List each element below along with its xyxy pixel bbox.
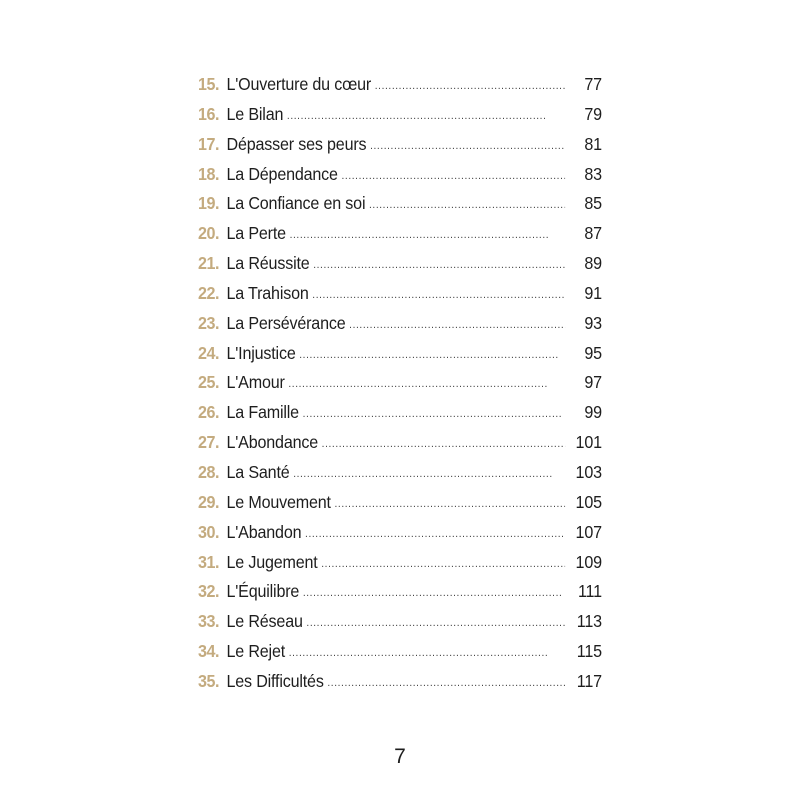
toc-entry-number: 17. xyxy=(198,133,220,154)
toc-entry xyxy=(198,134,602,164)
toc-entry-number: 22. xyxy=(198,282,220,303)
toc-entry-number: 35. xyxy=(198,670,220,691)
dot-leader xyxy=(321,558,565,570)
table-of-contents xyxy=(198,74,602,701)
toc-entry-number: 26. xyxy=(198,402,220,423)
dot-leader xyxy=(289,647,565,659)
toc-entry-title: L'Abondance xyxy=(226,432,319,453)
toc-entry-number: 21. xyxy=(198,253,220,274)
toc-entry-page: 105 xyxy=(575,491,602,512)
dot-leader xyxy=(342,170,566,182)
toc-entry-title: L'Équilibre xyxy=(226,581,300,602)
toc-entry-number: 30. xyxy=(198,521,220,542)
toc-entry-number: 33. xyxy=(198,611,220,632)
dot-leader xyxy=(303,587,565,599)
toc-entry-page: 111 xyxy=(577,581,602,602)
toc-entry-page: 113 xyxy=(576,611,602,632)
toc-entry xyxy=(198,462,602,492)
toc-entry xyxy=(198,343,602,373)
toc-entry-title: L'Amour xyxy=(226,372,285,393)
toc-entry-page: 89 xyxy=(584,253,602,274)
toc-entry-page: 79 xyxy=(584,103,602,124)
dot-leader xyxy=(322,438,565,450)
toc-entry-page: 99 xyxy=(584,402,602,423)
toc-entry-number: 15. xyxy=(198,74,220,94)
toc-entry xyxy=(198,313,602,343)
toc-entry xyxy=(198,372,602,402)
toc-entry-page: 95 xyxy=(584,342,602,363)
dot-leader xyxy=(290,229,565,241)
toc-entry-page: 77 xyxy=(584,74,602,94)
dot-leader xyxy=(313,259,565,271)
toc-entry-number: 20. xyxy=(198,223,220,244)
page-number: 7 xyxy=(394,745,406,768)
toc-entry-page: 115 xyxy=(576,641,602,662)
toc-entry-page: 91 xyxy=(584,282,602,303)
dot-leader xyxy=(305,528,565,540)
dot-leader xyxy=(306,617,565,629)
toc-entry xyxy=(198,611,602,641)
dot-leader xyxy=(312,289,565,301)
toc-entry-number: 28. xyxy=(198,461,220,482)
toc-entry-page: 83 xyxy=(584,163,602,184)
toc-entry-page: 87 xyxy=(584,223,602,244)
toc-entry xyxy=(198,74,602,104)
toc-entry xyxy=(198,432,602,462)
toc-entry-page: 101 xyxy=(575,432,602,453)
toc-entry-number: 16. xyxy=(198,103,220,124)
toc-entry-page: 93 xyxy=(584,312,602,333)
toc-entry-title: Le Bilan xyxy=(226,103,284,124)
toc-entry xyxy=(198,522,602,552)
toc-entry-number: 19. xyxy=(198,193,220,214)
toc-entry-title: La Famille xyxy=(226,402,299,423)
toc-entry-page: 103 xyxy=(575,461,602,482)
dot-leader xyxy=(375,80,565,92)
toc-entry xyxy=(198,223,602,253)
toc-entry xyxy=(198,402,602,432)
toc-entry-number: 25. xyxy=(198,372,220,393)
toc-entry xyxy=(198,283,602,313)
toc-entry-number: 23. xyxy=(198,312,220,333)
toc-entry-page: 109 xyxy=(575,551,602,572)
toc-entry-page: 117 xyxy=(576,670,602,691)
dot-leader xyxy=(370,140,565,152)
toc-entry-page: 81 xyxy=(584,133,602,154)
toc-entry-number: 34. xyxy=(198,641,220,662)
toc-entry-title: La Persévérance xyxy=(226,312,346,333)
toc-entry xyxy=(198,164,602,194)
toc-entry-title: La Réussite xyxy=(226,253,310,274)
toc-entry-number: 27. xyxy=(198,432,220,453)
dot-leader xyxy=(303,408,565,420)
toc-entry-title: Dépasser ses peurs xyxy=(226,133,367,154)
toc-entry-title: La Santé xyxy=(226,461,290,482)
toc-entry xyxy=(198,104,602,134)
toc-entry-title: Le Rejet xyxy=(226,641,286,662)
toc-entry-title: L'Abandon xyxy=(226,521,302,542)
toc-entry-page: 85 xyxy=(584,193,602,214)
toc-entry-number: 24. xyxy=(198,342,220,363)
dot-leader xyxy=(327,677,565,689)
toc-entry-title: La Trahison xyxy=(226,282,309,303)
toc-entry-number: 29. xyxy=(198,491,220,512)
toc-entry-page: 107 xyxy=(575,521,602,542)
dot-leader xyxy=(299,349,565,361)
toc-entry-title: L'Ouverture du cœur xyxy=(226,74,372,94)
toc-entry-title: La Confiance en soi xyxy=(226,193,366,214)
toc-entry-title: Le Réseau xyxy=(226,611,303,632)
toc-entry-title: Le Mouvement xyxy=(226,491,331,512)
toc-entry-title: La Dépendance xyxy=(226,163,338,184)
toc-entry-title: Les Difficultés xyxy=(226,670,324,691)
toc-entry xyxy=(198,671,602,701)
dot-leader xyxy=(293,468,565,480)
toc-entry-number: 31. xyxy=(198,551,220,572)
dot-leader xyxy=(369,199,565,211)
toc-entry-number: 18. xyxy=(198,163,220,184)
toc-entry xyxy=(198,552,602,582)
toc-entry-number: 32. xyxy=(198,581,220,602)
dot-leader xyxy=(334,498,565,510)
toc-entry-page: 97 xyxy=(584,372,602,393)
toc-entry xyxy=(198,581,602,611)
toc-entry xyxy=(198,193,602,223)
toc-entry xyxy=(198,492,602,522)
dot-leader xyxy=(287,110,565,122)
toc-entry xyxy=(198,641,602,671)
toc-entry-title: L'Injustice xyxy=(226,342,296,363)
toc-entry xyxy=(198,253,602,283)
toc-entry-title: La Perte xyxy=(226,223,286,244)
toc-entry-title: Le Jugement xyxy=(226,551,318,572)
dot-leader xyxy=(349,319,565,331)
dot-leader xyxy=(288,378,565,390)
